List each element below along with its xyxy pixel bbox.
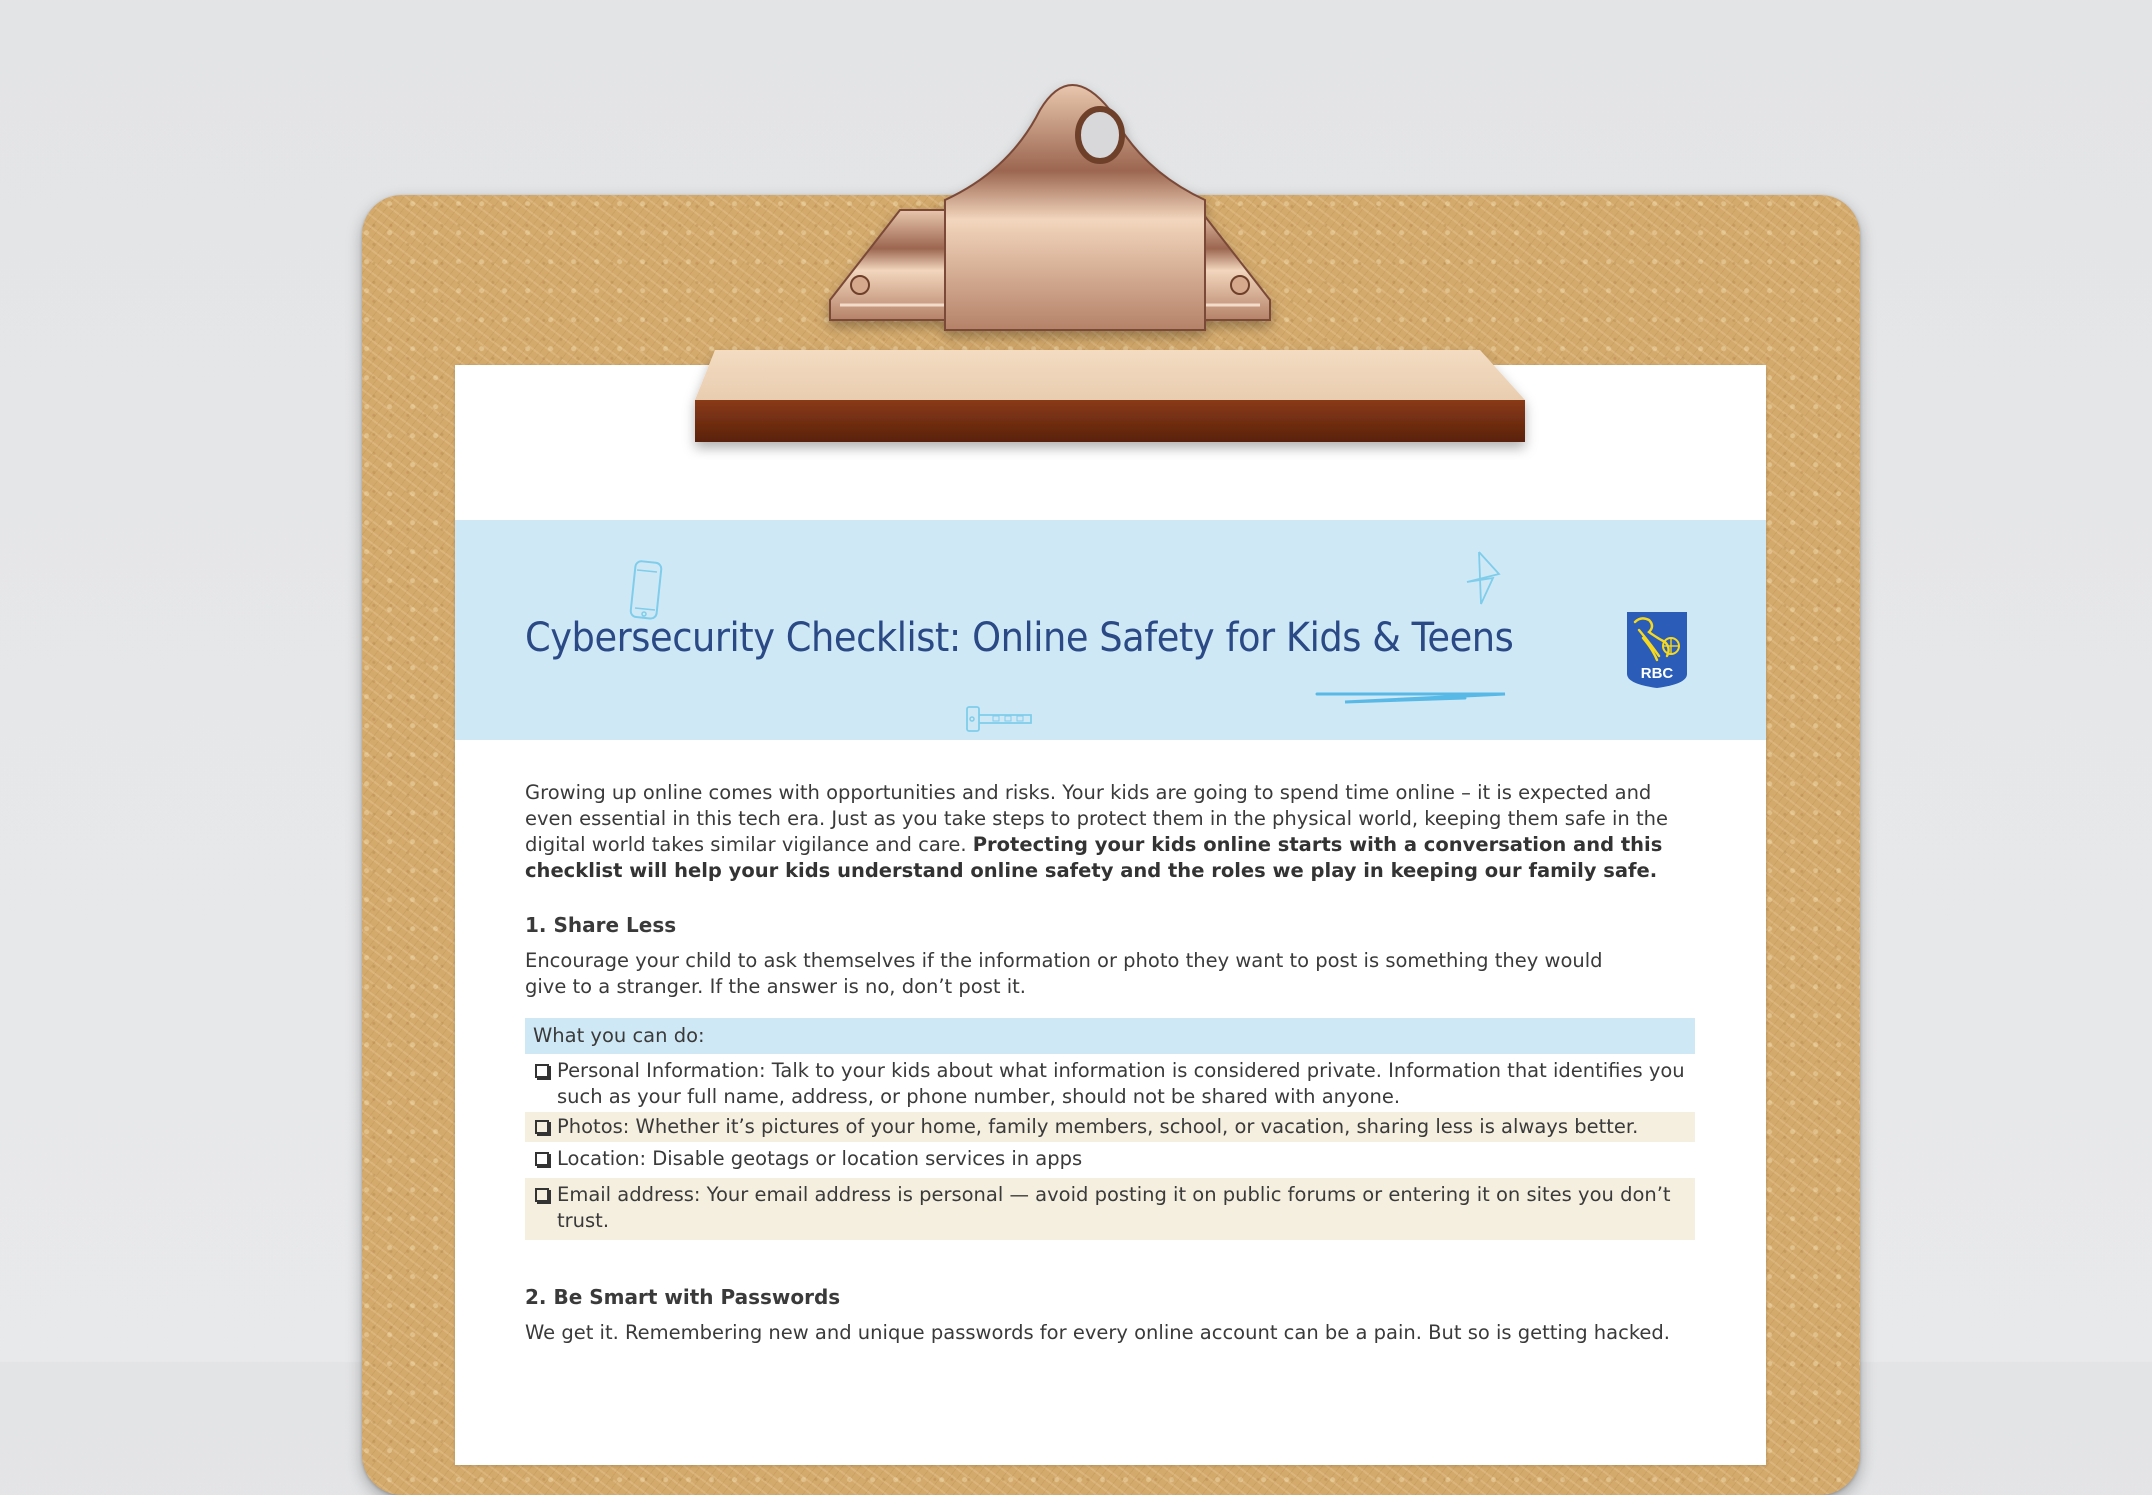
svg-text:RBC: RBC	[1640, 665, 1674, 682]
document-content	[525, 780, 1695, 1364]
checklist-item-text: Personal Information: Talk to your kids about what information is considered private. Information that identifies you such as your full name, address, or phone number, should not be shared with anyone.	[557, 1059, 1685, 1108]
section-body-share-less: Encourage your child to ask themselves if the information or photo they want to post is something they would give to a stranger. If the answer is no, don’t post it.	[525, 949, 1603, 998]
checklist-item-text: Photos: Whether it’s pictures of your home, family members, school, or vacation, sharing less is always better.	[557, 1115, 1639, 1138]
checkbox-icon[interactable]	[535, 1120, 549, 1134]
checklist-paper	[455, 365, 1766, 1465]
section-heading-passwords: 2. Be Smart with Passwords	[525, 1285, 841, 1309]
intro-text: Growing up online comes with opportunities and risks. Your kids are going to spend time online – it is expected and even essential in this tech era. Just as you take steps to protect them in the physical world, keeping them safe in the digital world takes similar vigilance and care.	[525, 781, 1668, 856]
checklist-item-text: Email address: Your email address is personal — avoid posting it on public forums or entering it on sites you don’t trust.	[557, 1183, 1671, 1232]
rbc-logo-icon	[1627, 612, 1687, 688]
checkbox-icon[interactable]	[535, 1064, 549, 1078]
document-title: Cybersecurity Checklist: Online Safety for Kids & Teens	[525, 615, 1514, 661]
intro-bold-text: Protecting your kids online starts with a conversation and this checklist will help your kids understand online safety and the roles we play in keeping our family safe.	[525, 833, 1663, 882]
section-body-passwords: We get it. Remembering new and unique passwords for every online account can be a pain. But so is getting hacked.	[525, 1321, 1670, 1344]
checkbox-icon[interactable]	[535, 1188, 549, 1202]
title-banner	[455, 520, 1766, 740]
checklist-item-personal-info[interactable]	[525, 1056, 1695, 1112]
underline-scribble-icon	[1315, 690, 1515, 710]
key-doodle-icon	[965, 705, 1035, 735]
checkbox-icon[interactable]	[535, 1152, 549, 1166]
checklist-item-email[interactable]	[525, 1178, 1695, 1240]
checklist-item-location[interactable]	[525, 1142, 1695, 1178]
intro-paragraph	[525, 780, 1695, 884]
section-heading-share-less: 1. Share Less	[525, 913, 677, 937]
star-doodle-icon	[1465, 550, 1505, 606]
what-you-can-do-label: What you can do:	[525, 1018, 1695, 1054]
checklist-item-text: Location: Disable geotags or location services in apps	[557, 1147, 1083, 1170]
checklist-item-photos[interactable]	[525, 1112, 1695, 1142]
